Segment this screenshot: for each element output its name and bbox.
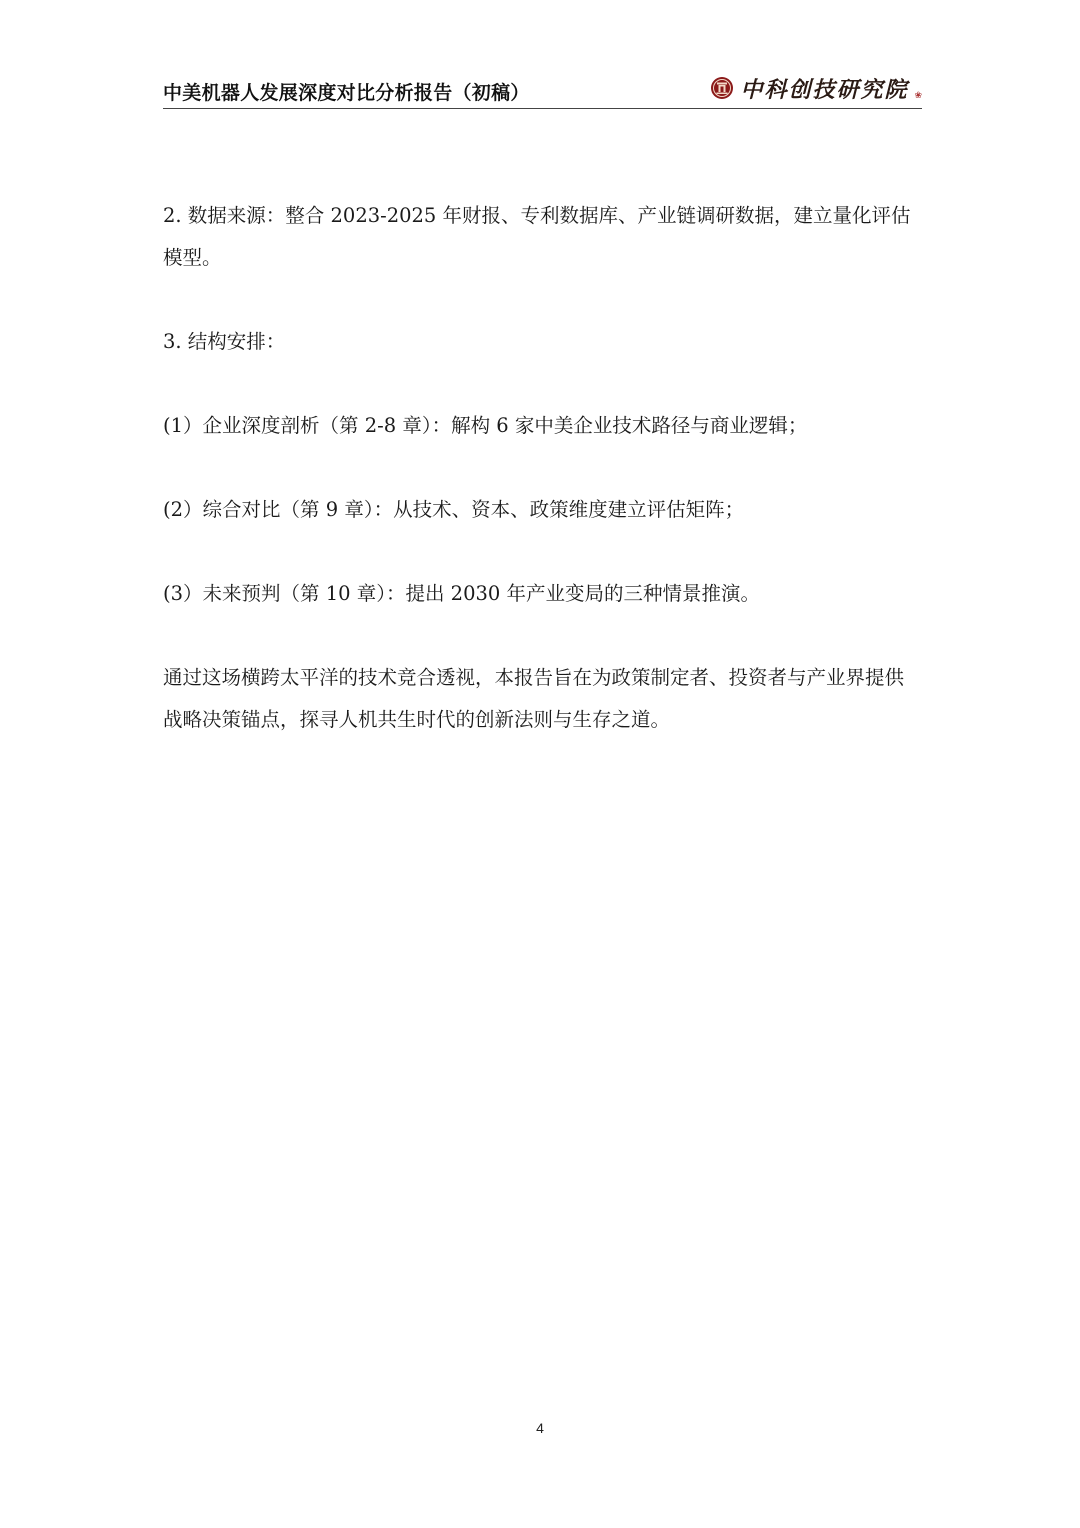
- page-number: 4: [536, 1420, 544, 1436]
- logo-seal-icon: ❀: [914, 91, 922, 101]
- logo-text: 中科创技研究院: [740, 76, 909, 103]
- page-header: [163, 68, 922, 109]
- institute-logo: [710, 72, 922, 104]
- report-title: 中美机器人发展深度对比分析报告（初稿）: [163, 82, 530, 104]
- page-body: [163, 195, 923, 741]
- paragraph-item-2: (2）综合对比（第 9 章）：从技术、资本、政策维度建立评估矩阵；: [163, 498, 745, 521]
- paragraph-structure-heading: 3. 结构安排：: [163, 330, 286, 353]
- paragraph-conclusion: 通过这场横跨太平洋的技术竞合透视，本报告旨在为政策制定者、投资者与产业界提供战略决策锚点，探寻人机共生时代的创新法则与生存之道。: [163, 666, 905, 731]
- institute-emblem-icon: [710, 76, 734, 100]
- paragraph-data-source: 2. 数据来源：整合 2023-2025 年财报、专利数据库、产业链调研数据，建立量化评估模型。: [163, 204, 911, 269]
- paragraph-item-1: (1）企业深度剖析（第 2-8 章）：解构 6 家中美企业技术路径与商业逻辑；: [163, 414, 808, 437]
- paragraph-item-3: (3）未来预判（第 10 章）：提出 2030 年产业变局的三种情景推演。: [163, 582, 760, 605]
